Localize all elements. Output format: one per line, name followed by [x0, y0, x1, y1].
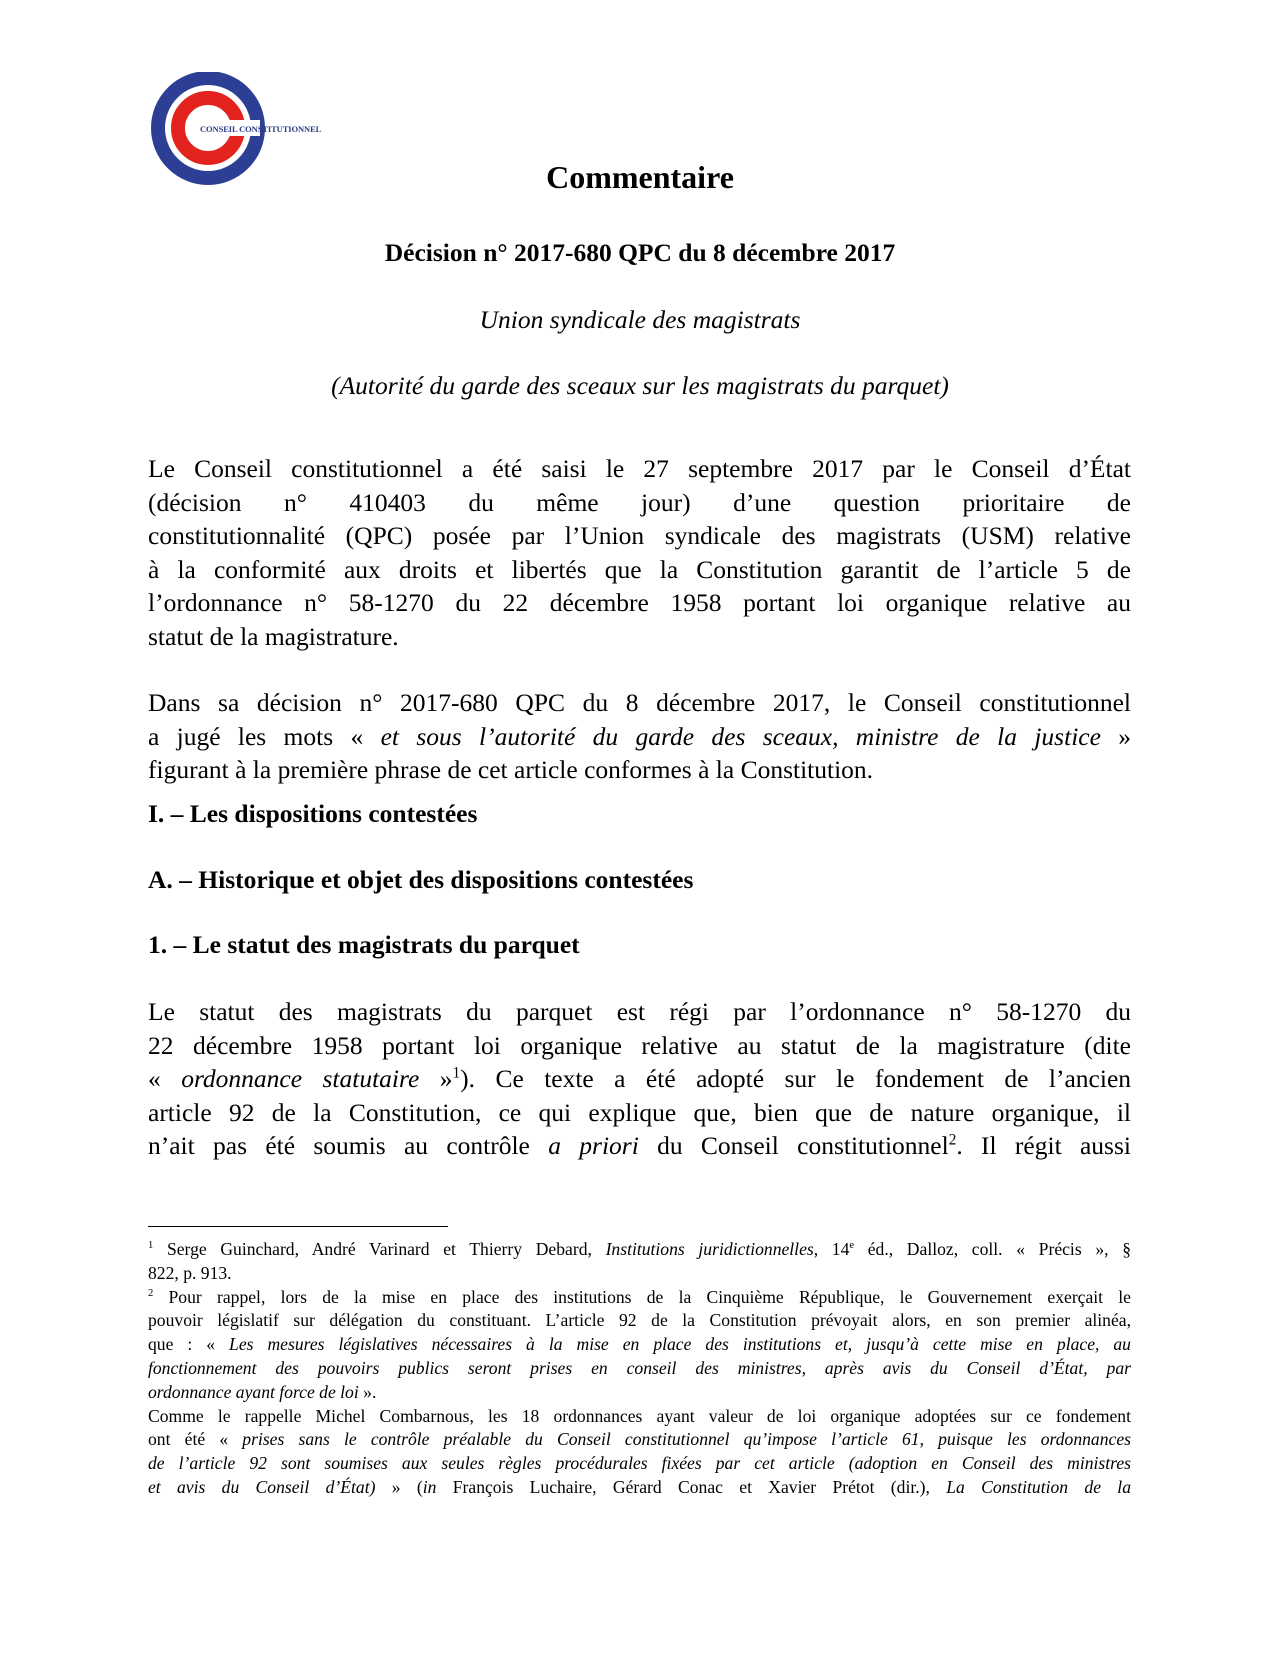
- text-line: l’ordonnance n° 58-1270 du 22 décembre 1958 portant loi organique relative au: [148, 588, 1131, 618]
- text-line: constitutionnalité (QPC) posée par l’Union syndicale des magistrats (USM) relative: [148, 521, 1131, 551]
- paragraph-statut: [148, 995, 1131, 1163]
- page-title: Commentaire: [546, 159, 734, 195]
- footnote-ref[interactable]: 2: [948, 1131, 957, 1149]
- text-line: n’ait pas été soumis au contrôle a priori du Conseil constitutionnel$^2$. Il régit aussi: [148, 1131, 1131, 1161]
- decision-reference: Décision n° 2017-680 QPC du 8 décembre 2017: [384, 238, 896, 267]
- text-line: Le Conseil constitutionnel a été saisi le 27 septembre 2017 par le Conseil d’État: [148, 454, 1131, 483]
- text-line: Dans sa décision n° 2017-680 QPC du 8 décembre 2017, le Conseil constitutionnel: [148, 688, 1131, 717]
- text-line: « ordonnance statutaire »$^1$). Ce texte a été adopté sur le fondement de l’ancien: [148, 1064, 1132, 1094]
- topic: (Autorité du garde des sceaux sur les magistrats du parquet): [331, 371, 949, 400]
- text-line: (décision n° 410403 du même jour) d’une question prioritaire de: [148, 487, 1131, 517]
- text-line: 22 décembre 1958 portant loi organique relative au statut de la magistrature (dite: [148, 1030, 1131, 1060]
- text-line: figurant à la première phrase de cet article conformes à la Constitution.: [148, 755, 874, 785]
- parties: Union syndicale des magistrats: [479, 305, 801, 334]
- footnote-2: $^2$ Pour rappel, lors de la mise en place des institutions de la Cinquième République, le Gouvernement exerçait le pouvoir législatif sur délégation du constituant. L’article 92 de la Constitution prévoyait alors, en son premier alinéa, que : « Les mesures législatives nécessaires à la mise en place des institutions et, jusqu’à cette mise en place, au fonctionnement des pouvoirs publics seront prises en conseil des ministres, après avis du Conseil d’État, par ordonnance ayant force de loi ». Comme le rappelle Michel Combarnous, les 18 ordonnances ayant valeur de loi organique adoptées sur ce fondement ont été « prises sans le contrôle préalable du Conseil constitutionnel qu’impose l’article 61, puisque les ordonnances de l’article 92 sont soumises aux seules règles procédurales fixées par cet article (adoption en Conseil des ministres et avis du Conseil d’État) » (in François Luchaire, Gérard Conac et Xavier Prétot (dir.), La Constitution de la: [148, 1286, 1131, 1497]
- footnote-1: $^1$ Serge Guinchard, André Varinard et Thierry Debard, Institutions juridictionnelles, 14e éd., Dalloz, coll. « Précis », § 822, p. 913.: [148, 1239, 1131, 1283]
- footnotes: [148, 1238, 1131, 1500]
- text-line: a jugé les mots « et sous l’autorité du garde des sceaux, ministre de la justice »: [148, 721, 1132, 751]
- footnote-divider: [148, 1226, 448, 1227]
- heading-section-1: I. – Les dispositions contestées: [148, 799, 478, 828]
- heading-section-a: A. – Historique et objet des dispositions contestées: [148, 865, 694, 894]
- footnote-ref[interactable]: 1: [452, 1064, 461, 1082]
- paragraph-saisine: [148, 452, 1131, 654]
- text-line: article 92 de la Constitution, ce qui explique que, bien que de nature organique, il: [148, 1097, 1131, 1127]
- text-line: à la conformité aux droits et libertés que la Constitution garantit de l’article 5 de: [148, 554, 1131, 584]
- quoted-words: ordonnance statutaire: [181, 1064, 420, 1094]
- paragraph-decision: [148, 686, 1131, 787]
- heading-section-1-1: 1. – Le statut des magistrats du parquet: [148, 930, 580, 959]
- text-line: Le statut des magistrats du parquet est régi par l’ordonnance n° 58-1270 du: [148, 997, 1131, 1026]
- quoted-words: et sous l’autorité du garde des sceaux, ministre de la justice: [380, 721, 1101, 751]
- text-line: statut de la magistrature.: [148, 621, 399, 651]
- logo-text: CONSEIL CONSTITUTIONNEL: [200, 124, 322, 134]
